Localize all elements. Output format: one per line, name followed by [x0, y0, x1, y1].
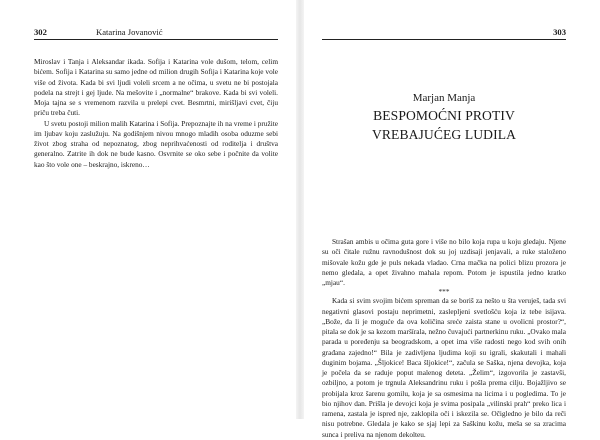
paragraph: Kada si svim svojim bićem spreman da se boriš za nešto u šta veruješ, tada svi negativni glasovi postaju neprimetni, zaslepljeni svetlošću koja iz tebe isijava. „Bože, da li je moguće da ova količina sreće zaista stane u ovolicni prostor?“, pitala se dok je sa kezom maršírala, nežno čuvajući partnerkinu ruku. „Ovako mala parada u poređenju sa beogradskom, a opet ima više radosti nego kod svih onih građana zajedno!“ Bila je zadivljena ljudima koji su igrali, skakutali i mahali duginim bojama. „Šljokice! Baca šljokice!“, začula se Saška, njena devojka, koja je počela da se raduje poput malenog deteta. „Želim“, izgovorila je zastavši, ozbiljno, a potom je trgnula Aleksandrinu ruku i pošla prema cilju. Bojažljivo se probijala kroz šarenu gomilu, koja je sa osmesima na licima i u pogledima. To je bio njihov dan. Prišla je devojci koja je svima posipala „vilinski prah“ preko lica i ramena, zastala je ispred nje, zaklopila oči i iskezila se. Očigledno je bilo da reči nisu potrebne. Gledala je kako se sjaj lepi za Saškinu kožu, meša se sa zracima sunca i preliva na njenom dekolteu. [322, 296, 566, 439]
right-body-text [322, 237, 566, 440]
header-rule [34, 39, 278, 40]
paragraph: Strašan ambis u očima guta gore i više no bilo koja rupa u koju gledaju. Njene su oči čitale ružnu ravnodušnost dok su joj uzdisaji jenjavali, a ruke staloženo mišovale kožu gde je puls nekada vladao. Crna mačka na polici blizu prozora je nemo gledala, a opet živahno mahala repom. Potom je ispustila jedno kratko „mjau“. [322, 237, 566, 287]
story-author: Marjan Manja [412, 92, 476, 104]
page-number: 303 [553, 27, 566, 37]
left-page-header [34, 26, 278, 38]
page-number: 302 [34, 27, 47, 37]
story-title [322, 106, 566, 144]
story-title-line: BESPOMOĆNI PROTIV [373, 108, 515, 123]
section-separator: *** [438, 287, 450, 297]
left-body-text [34, 57, 278, 170]
book-gutter [296, 0, 304, 419]
running-title: Katarina Jovanović [96, 27, 163, 37]
story-title-line: VREBAJUĆEG LUDILA [371, 127, 517, 142]
right-page-header [322, 26, 566, 38]
paragraph: U svetu postoji milion malih Katarina i Sofija. Prepoznajte ih na vreme i pružite im ljubav koju zaslužuju. Na godišnjem nivou mnogo mladih osoba oduzme sebi život zbog straha od nepoznatog, zbog neprihvaćenosti od roditelja i društva generalno. Zatrite ih dok ne bude kasno. Osvrnite se oko sebe i počnite da volite kao što vole one – beskrajno, iskreno… [34, 118, 278, 169]
left-page [0, 0, 296, 419]
paragraph: Miroslav i Tanja i Aleksandar ikada. Sofija i Katarina vole dušom, telom, celim bićem. Sofija i Katarina su samo jedne od milion drugih Sofija i Katarina koje vole više od života. Kada bi svi ljudi voleli srcem a ne očima, u svetu ne bi postojala podela na strejt i gej ljude. Na mešovite i „normalne“ brakove. Kada bi svi voleli. Moja tajna se s vremenom razvila u prelepi cvet. Besmrtni, mirišljavi cvet, čiju priču treba čuti. [34, 57, 278, 118]
right-page [304, 0, 600, 439]
header-rule [322, 39, 566, 40]
